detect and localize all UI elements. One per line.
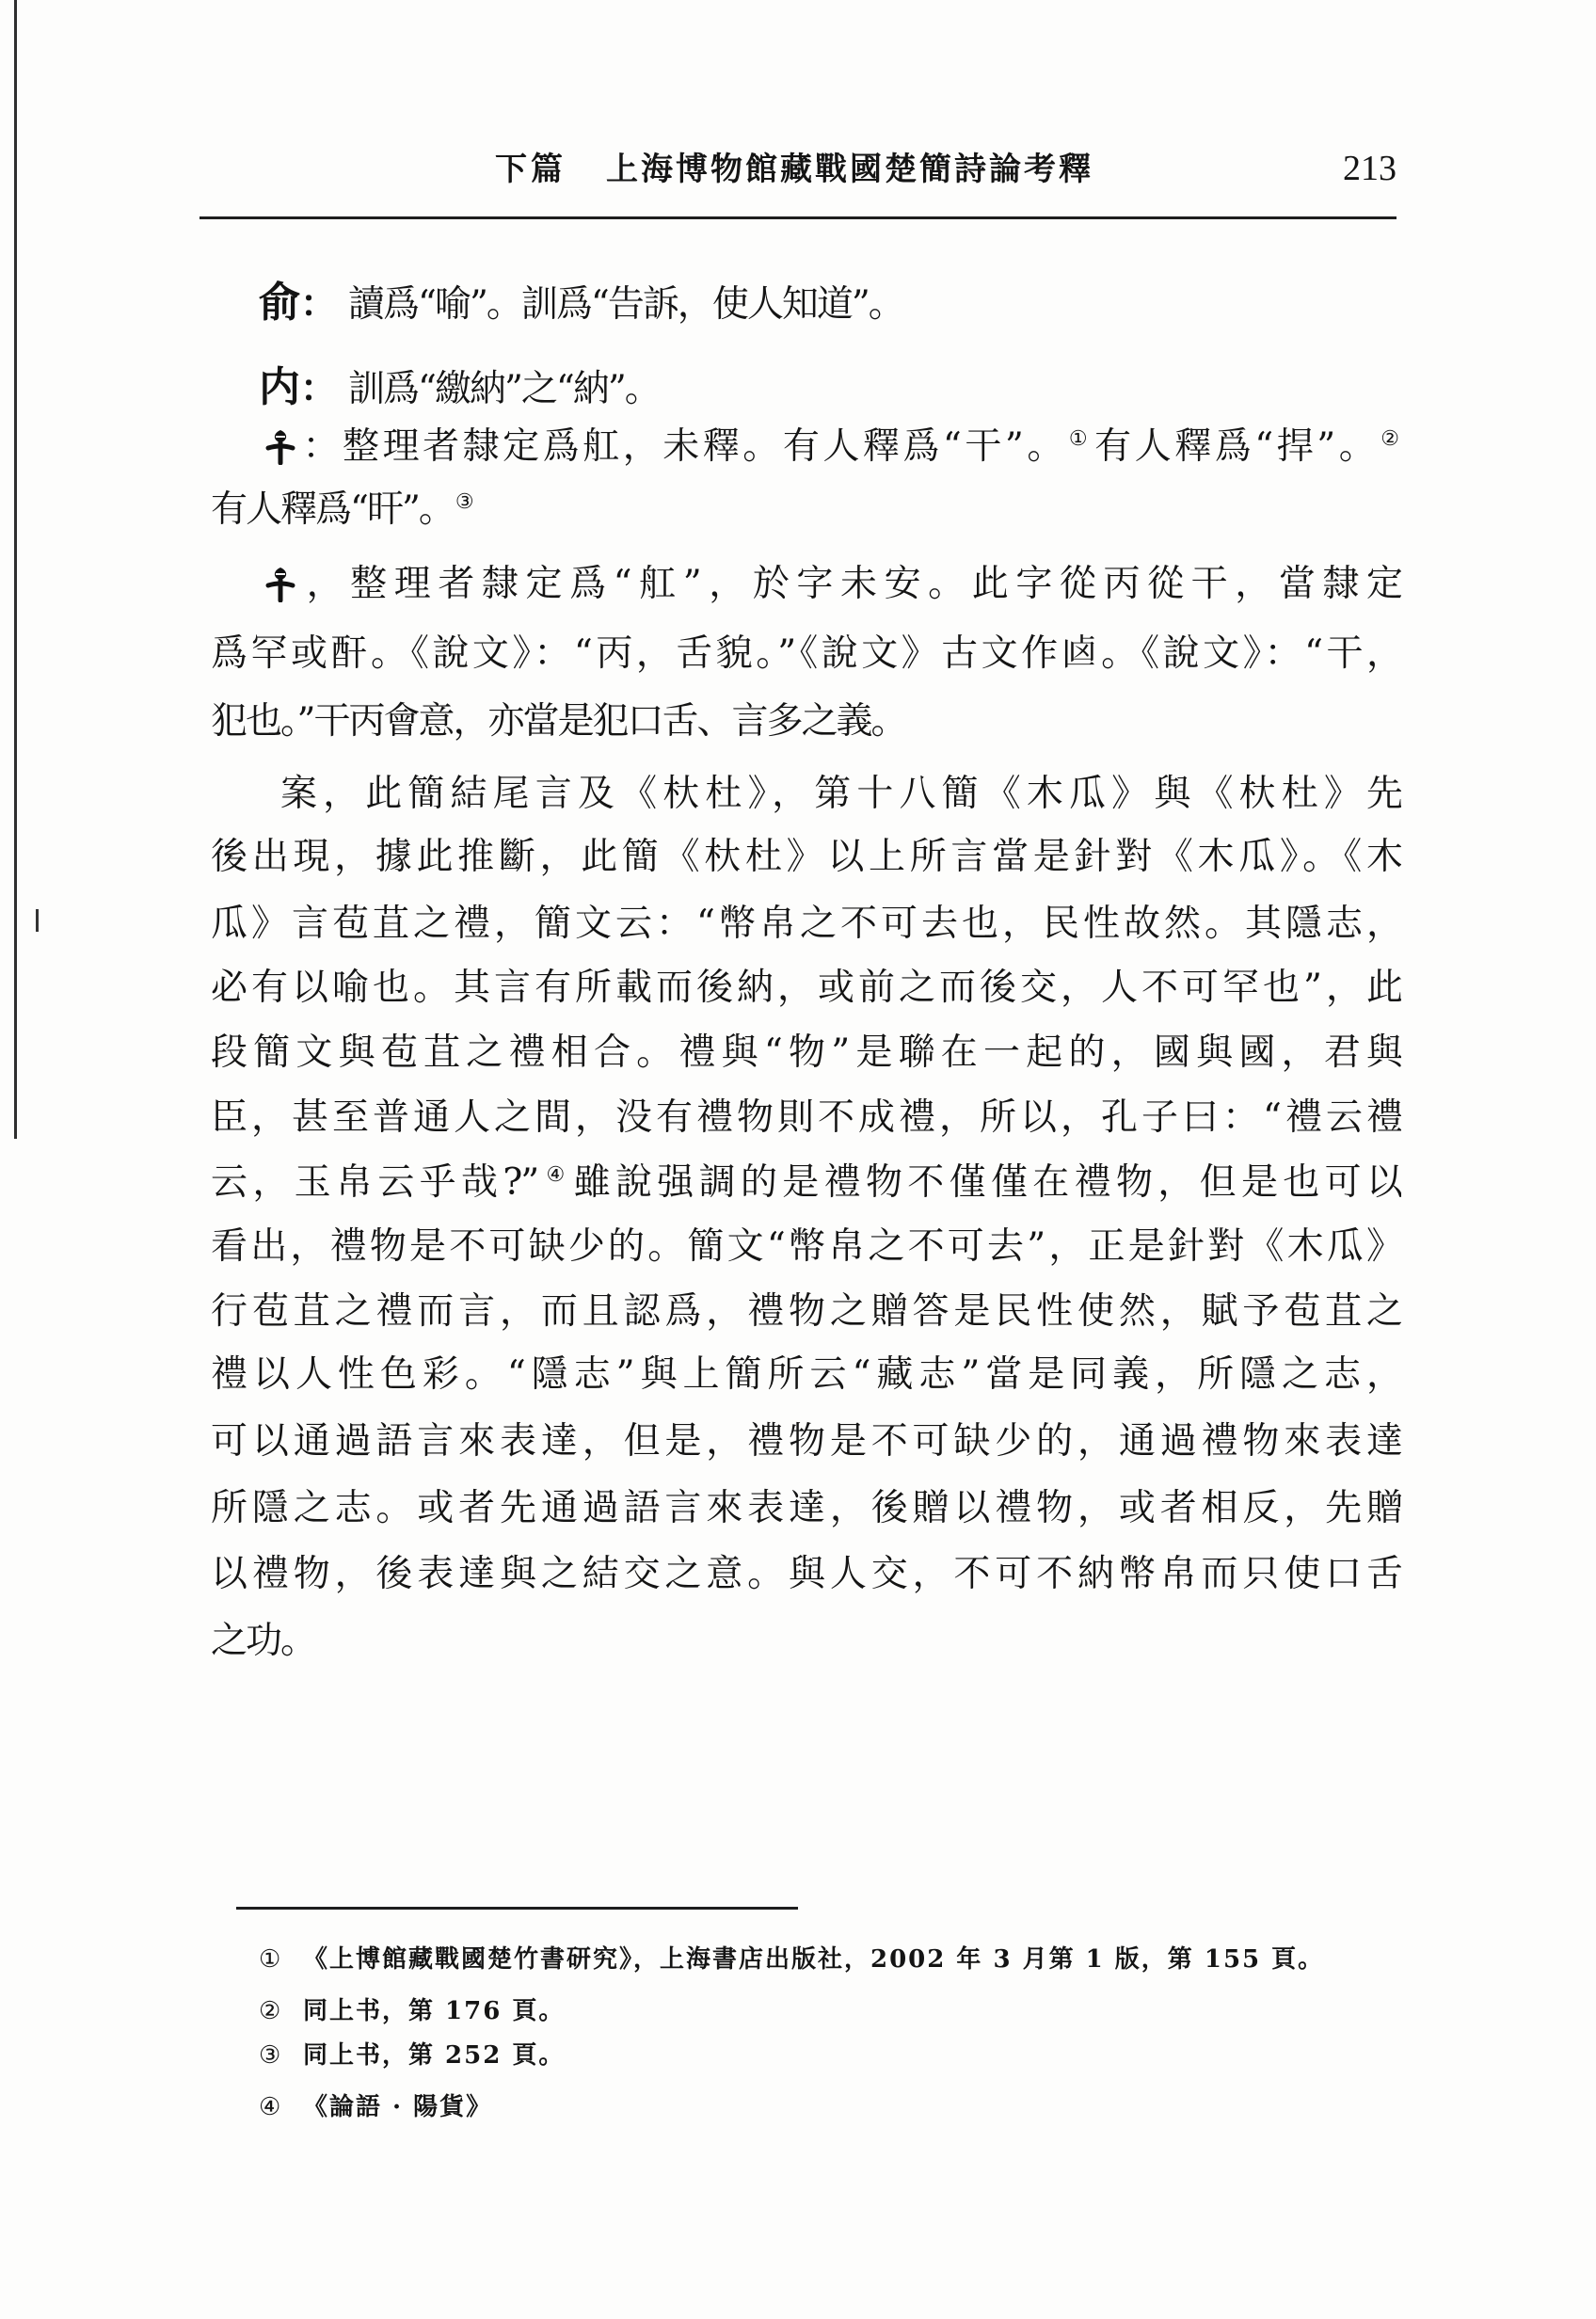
paragraph-line: 行苞苴之禮而言，而且認爲，禮物之贈答是民性使然，賦予苞苴之 <box>211 1290 1401 1333</box>
footnote-text: 同上书，第 176 頁。 <box>303 1997 566 2025</box>
paragraph-line: 爲罕或酐。《說文》：“丙，舌貌。”《說文》古文作𠧟。《說文》：“干， <box>211 632 1401 675</box>
footnote-ref: ② <box>1381 427 1399 451</box>
paragraph-line <box>211 1155 1401 1211</box>
footnote-ref: ③ <box>455 490 474 514</box>
paragraph-line: 看出，禮物是不可缺少的。簡文“幣帛之不可去”，正是針對《木瓜》 <box>211 1225 1401 1268</box>
footnote <box>259 1941 1324 1978</box>
paragraph-line: 之功。 <box>211 1620 316 1662</box>
paragraph-line: 禮以人性色彩。“隱志”與上簡所云“藏志”當是同義，所隱之志， <box>211 1353 1401 1396</box>
paragraph-line: 案，此簡結尾言及《杕杜》，第十八簡《木瓜》與《杕杜》先 <box>280 773 1401 815</box>
gloss-entry-yu <box>211 275 1401 331</box>
gloss-text: 訓爲“繳納”之“納”。 <box>348 368 660 410</box>
slip-character-glyph-shape <box>263 427 297 465</box>
running-header-title: 上海博物館藏戰國楚簡詩論考釋 <box>606 151 1093 188</box>
paragraph-text: 雖說强調的是禮物不僅僅在禮物，但是也可以 <box>573 1161 1401 1204</box>
paragraph-line: 必有以喻也。其言有所載而後納，或前之而後交，人不可罕也”，此 <box>211 967 1401 1009</box>
footnote <box>259 2088 492 2126</box>
paragraph-line: 所隱之志。或者先通過語言來表達，後贈以禮物，或者相反，先贈 <box>211 1487 1401 1529</box>
running-header-section: 下篇 <box>495 151 567 188</box>
gloss-text: 讀爲“喻”。訓爲“告訴，使人知道”。 <box>348 283 903 326</box>
entry-text: 有人釋爲“捍”。 <box>1094 425 1380 468</box>
footnote-mark: ④ <box>259 2093 281 2121</box>
paragraph-line: 瓜》言苞苴之禮，簡文云：“幣帛之不可去也，民性故然。其隱志， <box>211 903 1401 945</box>
footnote <box>259 1992 565 2030</box>
slip-character-glyph <box>263 427 297 465</box>
gloss-colon: ： <box>300 367 336 410</box>
scan-mark <box>36 909 39 932</box>
header-rule <box>200 216 1396 219</box>
paragraph-line: 以禮物，後表達與之結交之意。與人交，不可不納幣帛而只使口舌 <box>211 1553 1401 1595</box>
slip-character-glyph <box>263 565 297 602</box>
entry-text: 有人釋爲“旰”。 <box>211 488 454 531</box>
footnote-mark: ① <box>259 1945 281 1974</box>
paragraph-line: 後出現，據此推斷，此簡《杕杜》以上所言當是針對《木瓜》。《木 <box>211 836 1401 878</box>
footnote-text: 同上书，第 252 頁。 <box>303 2041 566 2070</box>
footnote-text: 《上博館藏戰國楚竹書研究》，上海書店出版社，2002 年 3 月第 1 版，第 155 頁。 <box>303 1945 1325 1974</box>
footnote-mark: ③ <box>259 2041 281 2070</box>
footnote-mark: ② <box>259 1997 281 2025</box>
gloss-head: 内 <box>259 363 300 411</box>
footnote-rule <box>236 1907 798 1910</box>
slip-character-glyph-shape <box>263 565 297 602</box>
paragraph-line: 犯也。”干丙會意，亦當是犯口舌、言多之義。 <box>211 700 906 743</box>
footnote-text: 《論語 · 陽貨》 <box>303 2093 493 2121</box>
gloss-head: 俞 <box>259 279 300 327</box>
gloss-entry-nei <box>211 360 1401 416</box>
gloss-colon: ： <box>300 282 336 326</box>
footnote <box>259 2037 565 2074</box>
paragraph-line: 段簡文與苞苴之禮相合。禮與“物”是聯在一起的，國與國，君與 <box>211 1032 1401 1074</box>
glyph-entry-line-2 <box>211 482 1401 538</box>
paragraph-line: 臣，甚至普通人之間，没有禮物則不成禮，所以，孔子曰：“禮云禮 <box>211 1096 1401 1139</box>
scan-edge-line <box>14 0 17 1139</box>
paragraph-line <box>211 556 1401 613</box>
page-number: 213 <box>1343 149 1396 188</box>
paragraph-text: ，整理者隸定爲“舡”，於字未安。此字從丙從干，當隸定 <box>297 563 1401 605</box>
entry-text: ：整理者隸定爲舡，未釋。有人釋爲“干”。 <box>297 425 1067 468</box>
glyph-entry-line-1 <box>211 419 1401 475</box>
footnote-ref: ④ <box>539 1163 572 1187</box>
footnote-ref: ① <box>1068 427 1093 451</box>
paragraph-line: 可以通過語言來表達，但是，禮物是不可缺少的，通過禮物來表達 <box>211 1420 1401 1463</box>
paragraph-text: 云，玉帛云乎哉?” <box>211 1161 538 1204</box>
